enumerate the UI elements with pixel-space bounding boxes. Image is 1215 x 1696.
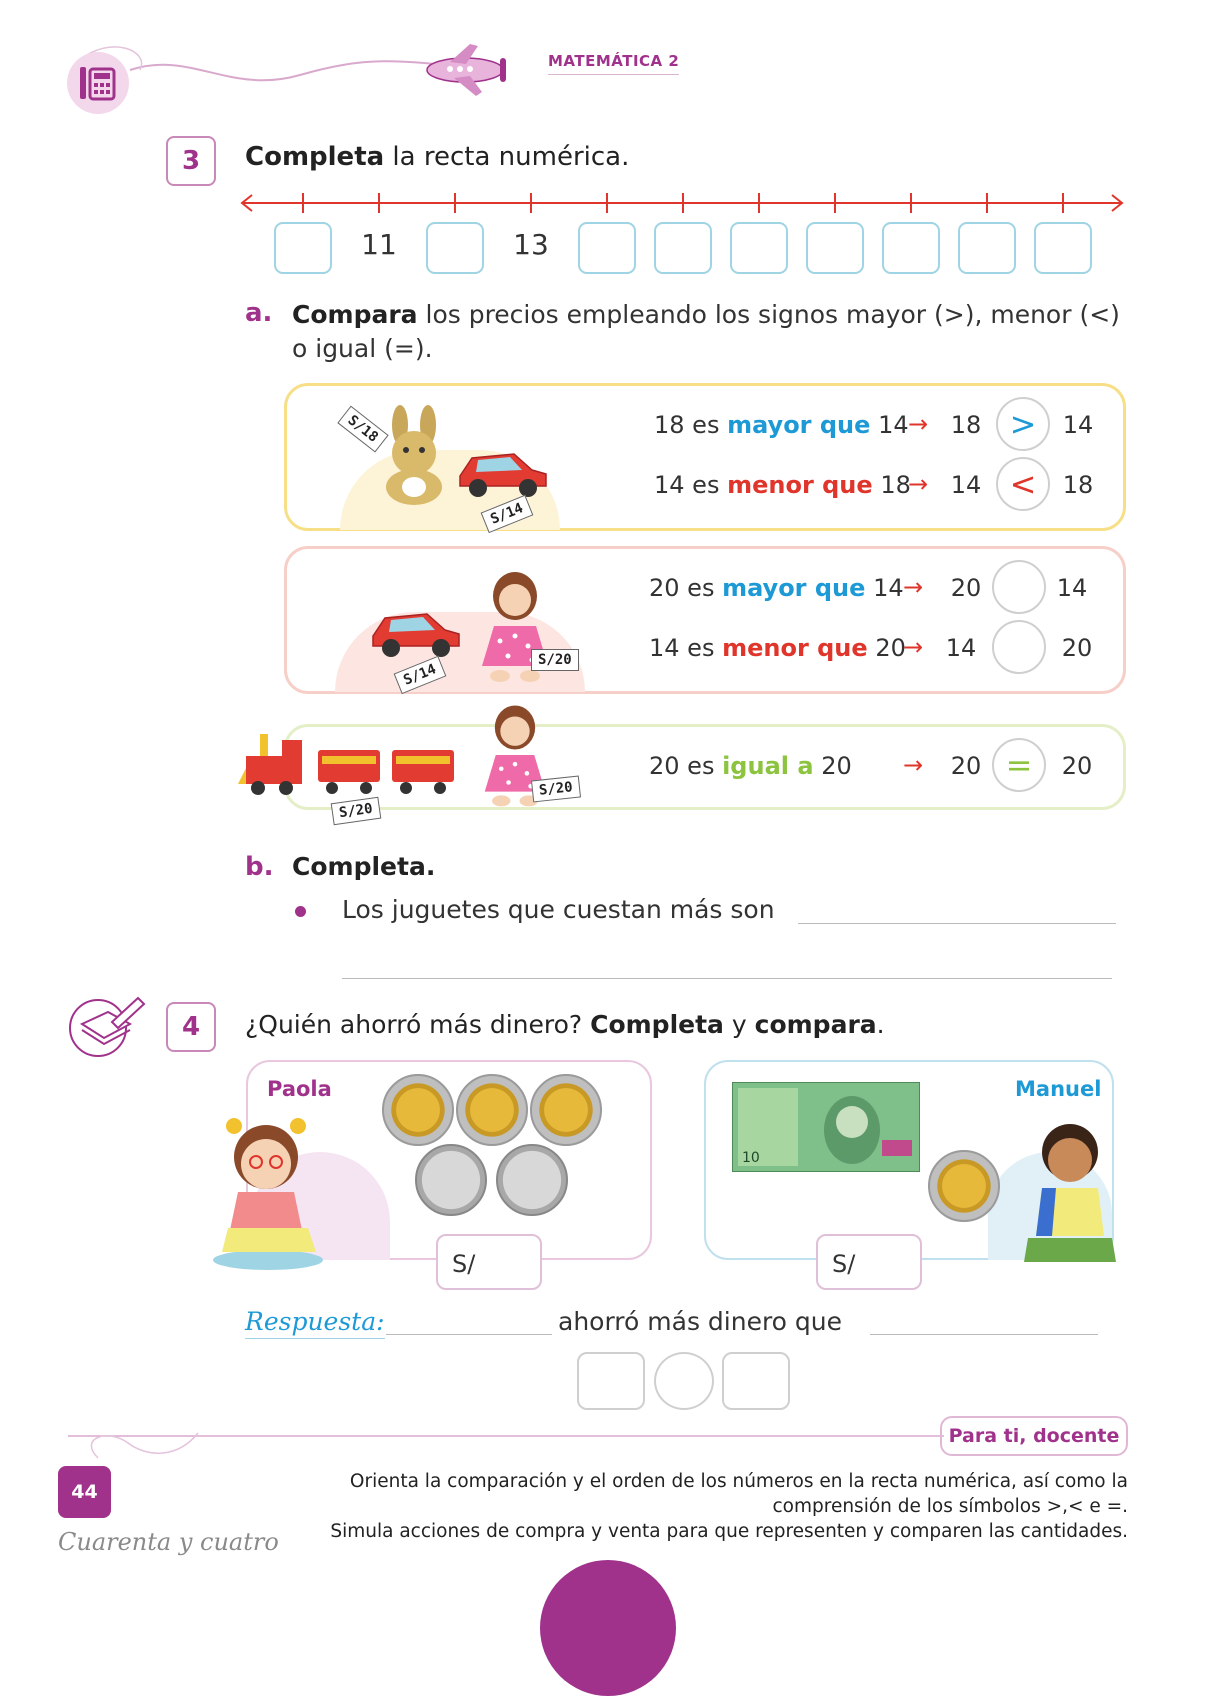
arrow-right-icon: →	[903, 633, 924, 661]
compare-2-row-1-keyword: mayor que	[722, 574, 866, 602]
page-number-words: Cuarenta y cuatro	[58, 1528, 279, 1556]
answer-label: Respuesta:	[245, 1307, 385, 1339]
compare-2-row-2-right: 20	[1061, 634, 1093, 662]
price-tag-rabbit: S/18	[337, 406, 388, 453]
compare-2-row-2-keyword: menor que	[722, 634, 868, 662]
writing-notebook-icon	[68, 994, 146, 1058]
question-4-title-bold-2: compara	[754, 1010, 877, 1039]
compare-2-row-2-a: 14	[649, 634, 680, 662]
bill-10-soles-image	[732, 1082, 920, 1172]
compare-2-row-2-b: 20	[875, 634, 906, 662]
paola-name: Paola	[267, 1077, 332, 1101]
part-b-answer-line-2[interactable]	[342, 978, 1112, 979]
airplane-icon	[420, 40, 510, 98]
compare-2-row-2-text: 14 es menor que 20	[649, 634, 906, 662]
compare-3-row-1-b: 20	[821, 752, 852, 780]
compare-sign-circle[interactable]	[654, 1352, 714, 1410]
part-b-letter: b.	[245, 852, 274, 882]
number-line-blank-6[interactable]	[654, 222, 712, 274]
question-3-title-bold: Completa	[245, 142, 385, 172]
price-tag-doll-2: S/20	[531, 776, 581, 803]
compare-amount-box-1[interactable]	[577, 1352, 645, 1410]
compare-1-row-1-keyword: mayor que	[727, 411, 871, 439]
question-4-title-end: .	[876, 1010, 885, 1039]
compare-1-row-2-text: 14 es menor que 18	[654, 471, 911, 499]
number-line-blank-8[interactable]	[806, 222, 864, 274]
compare-2-row-2-sign-blank[interactable]	[992, 620, 1046, 674]
compare-2-row-1-right: 14	[1056, 574, 1088, 602]
manuel-amount-input[interactable]: S/	[816, 1234, 922, 1290]
number-line-value-11: 11	[361, 228, 397, 261]
calculator-icon	[67, 52, 129, 114]
answer-middle-text: ahorró más dinero que	[558, 1307, 843, 1336]
question-4-title-mid: y	[723, 1010, 755, 1039]
question-number-3: 3	[166, 136, 216, 186]
compare-3-row-1-left: 20	[950, 752, 982, 780]
compare-2-row-2-left: 14	[945, 634, 977, 662]
compare-1-row-2-b: 18	[880, 471, 911, 499]
number-line-blank-3[interactable]	[426, 222, 484, 274]
number-line	[238, 190, 1128, 220]
girl-paola-image	[198, 1112, 338, 1272]
number-line-blank-7[interactable]	[730, 222, 788, 274]
price-tag-car: S/14	[481, 495, 533, 533]
compare-3-row-1-text: 20 es igual a 20	[649, 752, 852, 780]
compare-1-row-2-sign: <	[996, 457, 1050, 511]
answer-blank-2[interactable]	[870, 1334, 1098, 1335]
compare-3-row-1-sign: =	[992, 738, 1046, 792]
toy-train-image	[236, 728, 461, 800]
number-line-blank-1[interactable]	[274, 222, 332, 274]
compare-1-row-1-left: 18	[950, 411, 982, 439]
price-tag-doll: S/20	[531, 649, 579, 671]
arrow-right-icon: →	[903, 573, 924, 601]
part-a-rest: los precios empleando los signos mayor (>), menor (<) o igual (=).	[292, 300, 1120, 363]
compare-1-row-2-keyword: menor que	[727, 471, 873, 499]
part-a-letter: a.	[245, 298, 273, 328]
svg-text:10: 10	[742, 1150, 760, 1166]
part-a-instruction	[292, 298, 1132, 366]
teacher-tag: Para ti, docente	[940, 1416, 1128, 1456]
footer-line-1: Orienta la comparación y el orden de los números en la recta numérica, así como la	[349, 1471, 1128, 1492]
coin-5-soles	[382, 1074, 454, 1146]
compare-3-row-1-right: 20	[1061, 752, 1093, 780]
compare-1-row-2-a: 14	[654, 471, 685, 499]
bottom-tab-decoration	[540, 1560, 676, 1696]
part-b-bullet-text: Los juguetes que cuestan más son	[342, 895, 775, 924]
compare-1-row-2-right: 18	[1062, 471, 1094, 499]
bullet-dot	[295, 906, 306, 917]
arrow-right-icon: →	[908, 470, 929, 498]
compare-3-row-1-keyword: igual a	[722, 752, 814, 780]
number-line-blank-5[interactable]	[578, 222, 636, 274]
compare-2-row-1-left: 20	[950, 574, 982, 602]
compare-1-row-1-sign: >	[996, 397, 1050, 451]
compare-1-row-1-text: 18 es mayor que 14	[654, 411, 909, 439]
price-tag-car-2: S/14	[394, 656, 446, 694]
number-line-value-13: 13	[513, 228, 549, 261]
teddy-rabbit-image	[370, 405, 460, 505]
red-car-image	[365, 600, 465, 660]
coin-5-soles	[530, 1074, 602, 1146]
manuel-name: Manuel	[1015, 1077, 1102, 1101]
compare-1-row-1-a: 18	[654, 411, 685, 439]
part-a-bold: Compara	[292, 300, 418, 329]
question-3-title-rest: la recta numérica.	[384, 142, 630, 172]
footer-decoration	[68, 1418, 944, 1468]
compare-2-row-1-sign-blank[interactable]	[992, 560, 1046, 614]
compare-1-row-1-b: 14	[878, 411, 909, 439]
question-4-title-bold-1: Completa	[590, 1010, 724, 1039]
paola-amount-input[interactable]: S/	[436, 1234, 542, 1290]
question-3-title	[245, 142, 629, 172]
footer-line-2: comprensión de los símbolos >,< e =.	[772, 1496, 1128, 1517]
part-b-answer-line-1[interactable]	[798, 923, 1116, 924]
question-4-title	[245, 1010, 885, 1039]
answer-blank-1[interactable]	[386, 1334, 552, 1335]
coin-5-soles	[456, 1074, 528, 1146]
coin-5-soles	[928, 1150, 1000, 1222]
number-line-blank-11[interactable]	[1034, 222, 1092, 274]
compare-3-row-1-a: 20	[649, 752, 680, 780]
boy-manuel-image	[1020, 1116, 1120, 1266]
compare-2-row-1-a: 20	[649, 574, 680, 602]
compare-1-row-1-right: 14	[1062, 411, 1094, 439]
question-number-4: 4	[166, 1002, 216, 1052]
red-car-image	[452, 440, 552, 500]
arrow-right-icon: →	[908, 410, 929, 438]
coin-1-sol	[415, 1144, 487, 1216]
page-number: 44	[58, 1466, 111, 1518]
compare-2-row-1-text: 20 es mayor que 14	[649, 574, 904, 602]
compare-1-row-2-left: 14	[950, 471, 982, 499]
compare-amount-box-2[interactable]	[722, 1352, 790, 1410]
arrow-right-icon: →	[903, 751, 924, 779]
coin-1-sol	[496, 1144, 568, 1216]
footer-line-3: Simula acciones de compra y venta para que representen y comparen las cantidades.	[330, 1521, 1128, 1542]
subject-title: MATEMÁTICA 2	[548, 52, 679, 75]
price-tag-train: S/20	[331, 797, 381, 825]
number-line-blank-10[interactable]	[958, 222, 1016, 274]
part-b-title: Completa.	[292, 852, 436, 881]
question-4-title-pre: ¿Quién ahorró más dinero?	[245, 1010, 591, 1039]
compare-2-row-1-b: 14	[873, 574, 904, 602]
number-line-blank-9[interactable]	[882, 222, 940, 274]
